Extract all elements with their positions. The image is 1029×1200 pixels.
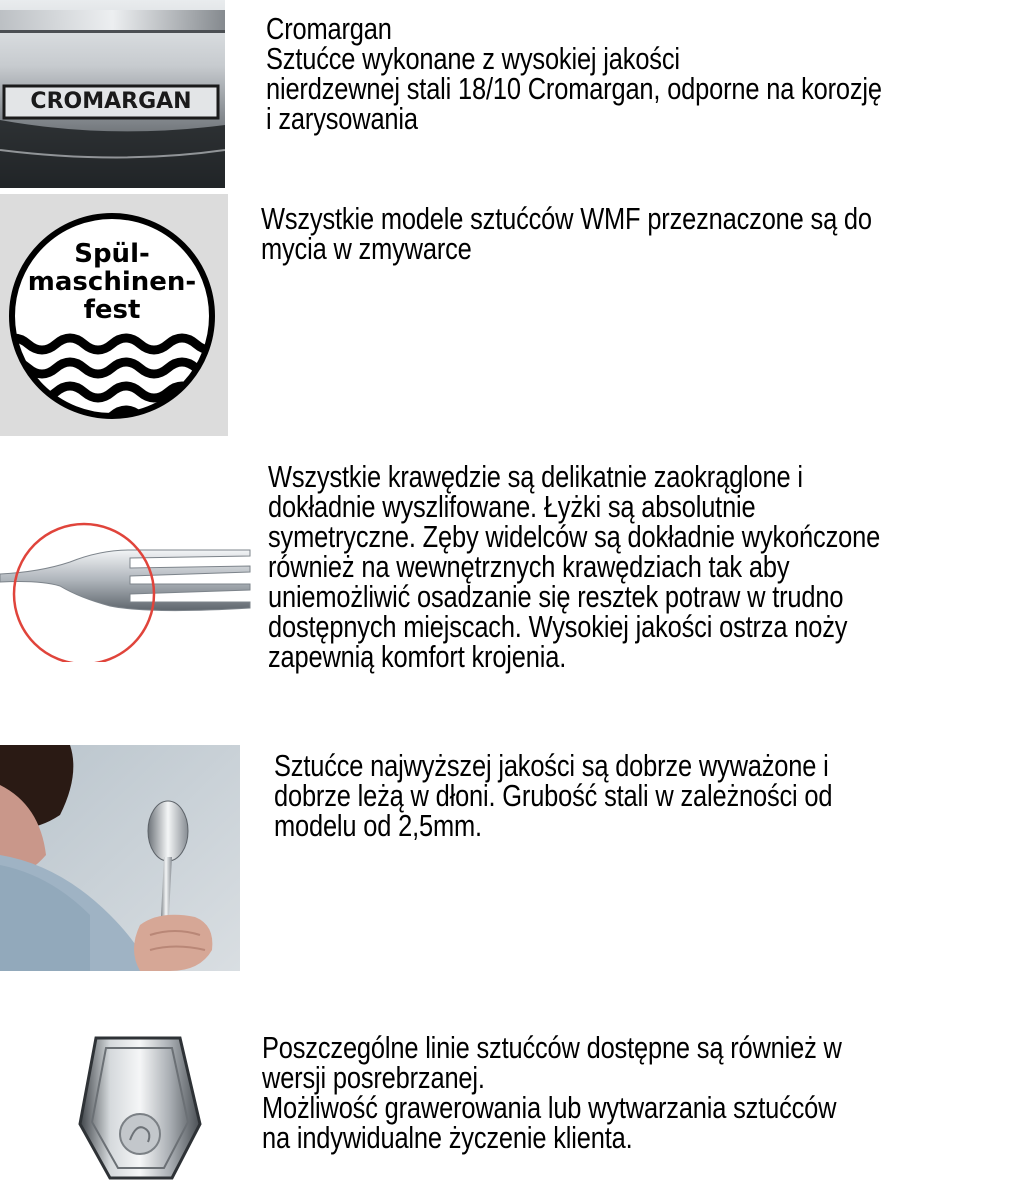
badge-line-2: maschinen-	[27, 267, 197, 297]
dishwasher-line-1: Wszystkie modele sztućców WMF przeznaczone są do	[261, 201, 872, 236]
badge-line-1: Spül-	[74, 239, 150, 269]
dishwasher-safe-badge	[0, 194, 228, 436]
balance-line-1: Sztućce najwyższej jakości są dobrze wyważone i	[274, 748, 829, 783]
silver-handle-image	[60, 1034, 230, 1184]
badge-line-3: fest	[83, 295, 141, 325]
woman-holding-spoon-image	[0, 745, 240, 971]
edges-line-5: uniemożliwić osadzanie się resztek potraw w trudno	[268, 579, 844, 614]
edges-description	[268, 459, 881, 674]
cromargan-steel-image	[0, 0, 225, 188]
cromargan-logo: CROMARGAN	[30, 89, 192, 114]
edges-line-3: symetryczne. Zęby widelców są dokładnie wykończone	[268, 519, 881, 554]
edges-line-7: zapewnią komfort krojenia.	[268, 639, 567, 674]
badge-text	[12, 240, 212, 324]
edges-line-6: dostępnych miejscach. Wysokiej jakości ostrza noży	[268, 609, 848, 644]
cromargan-line-4: i zarysowania	[266, 101, 418, 136]
fork-detail-image	[0, 522, 260, 662]
silver-line-2: wersji posrebrzanej.	[262, 1060, 485, 1095]
edges-line-2: dokładnie wyszlifowane. Łyżki są absolutnie	[268, 489, 756, 524]
silver-line-1: Poszczególne linie sztućców dostępne są również w	[262, 1030, 842, 1065]
cromargan-line-2: Sztućce wykonane z wysokiej jakości	[266, 41, 680, 76]
cromargan-line-3: nierdzewnej stali 18/10 Cromargan, odporne na korozję	[266, 71, 882, 106]
cromargan-description	[266, 11, 882, 136]
cromargan-line-1: Cromargan	[266, 11, 392, 46]
dishwasher-line-2: mycia w zmywarce	[261, 231, 472, 266]
balance-line-2: dobrze leżą w dłoni. Grubość stali w zależności od	[274, 778, 833, 813]
balance-line-3: modelu od 2,5mm.	[274, 808, 482, 843]
silver-line-4: na indywidualne życzenie klienta.	[262, 1120, 633, 1155]
edges-line-1: Wszystkie krawędzie są delikatnie zaokrąglone i	[268, 459, 803, 494]
silver-description	[262, 1030, 842, 1155]
dishwasher-description	[261, 201, 872, 266]
silver-line-3: Możliwość grawerowania lub wytwarzania sztućców	[262, 1090, 837, 1125]
balance-description	[274, 748, 833, 843]
edges-line-4: również na wewnętrznych krawędziach tak aby	[268, 549, 790, 584]
